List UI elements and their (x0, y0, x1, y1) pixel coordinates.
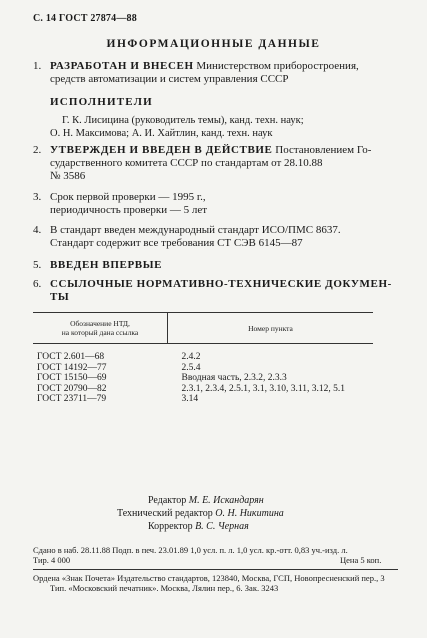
section-lead: УТВЕРЖДЕН И ВВЕДЕН В ДЕЙСТВИЕ (50, 144, 273, 156)
references-table (33, 312, 373, 405)
section-3 (0, 191, 427, 219)
section-lead: ССЫЛОЧНЫЕ НОРМАТИВНО-ТЕХНИЧЕСКИЕ ДОКУМЕН- (50, 278, 392, 290)
section-line: В стандарт введен международный стандарт ИСО/ПМС 8637. (50, 224, 341, 236)
section-line: Стандарт содержит все требования СТ СЭВ 6145—87 (50, 237, 303, 249)
section-lead: ТЫ (50, 291, 70, 303)
col-header-document (33, 313, 168, 344)
section-text (50, 60, 395, 86)
section-text (50, 191, 395, 217)
col-header-items: Номер пункта (168, 313, 374, 344)
section-line: № 3586 (50, 170, 86, 182)
table-header-row (33, 313, 373, 344)
section-text (50, 278, 395, 304)
editor-line (148, 494, 264, 507)
tech-editor-name: О. Н. Никитина (215, 508, 284, 519)
section-4 (0, 224, 427, 252)
section-number: 5. (33, 259, 42, 271)
section-1 (0, 60, 427, 90)
section-2 (0, 144, 427, 186)
section-line: Срок первой проверки — 1995 г., (50, 191, 206, 203)
corrector-line (148, 520, 249, 533)
table-row (33, 384, 373, 395)
table-cell-items: Вводная часть, 2.3.2, 2.3.3 (181, 373, 287, 383)
section-6 (0, 278, 427, 306)
corrector-name: В. С. Черная (195, 521, 249, 532)
col-header-line: Обозначение НТД, (70, 319, 130, 328)
corrector-role: Корректор (148, 521, 193, 532)
table-cell-items: 2.4.2 (181, 352, 201, 362)
editor-role: Редактор (148, 495, 187, 506)
table-cell-doc: ГОСТ 15150—69 (37, 373, 107, 383)
col-header-line: на который дана ссылка (61, 328, 139, 337)
section-text (50, 144, 395, 183)
section-line: средств автоматизации и систем управления СССР (50, 73, 289, 85)
section-number: 1. (33, 60, 42, 72)
executors-line: О. Н. Максимова; А. И. Хайтлин, канд. техн. наук (50, 128, 273, 139)
table-cell-doc: ГОСТ 14192—77 (37, 362, 107, 373)
table-row (33, 394, 373, 405)
imprint-line: Сдано в наб. 28.11.88 Подп. в печ. 23.01.89 1,0 усл. п. л. 1,0 усл. кр.-отт. 0,83 уч.-изд. л. (33, 545, 348, 555)
section-lead: ВВЕДЕН ВПЕРВЫЕ (50, 259, 163, 271)
imprint-publisher: Ордена «Знак Почета» Издательство стандартов, 123840, Москва, ГСП, Новопресненский пер., 3 (33, 573, 385, 583)
section-lead: РАЗРАБОТАН И ВНЕСЕН (50, 60, 194, 72)
table-cell-items: 2.3.1, 2.3.4, 2.5.1, 3.1, 3.10, 3.11, 3.12, 5.1 (181, 383, 346, 394)
section-number: 4. (33, 224, 42, 236)
page-header: С. 14 ГОСТ 27874—88 (33, 13, 137, 24)
section-number: 3. (33, 191, 42, 203)
section-text (50, 259, 395, 272)
tech-editor-role: Технический редактор (117, 508, 213, 519)
table-row (33, 363, 373, 374)
table-cell-doc: ГОСТ 23711—79 (37, 394, 107, 404)
imprint-printer: Тип. «Московский печатник». Москва, Лялин пер., 6. Зак. 3243 (50, 583, 279, 593)
imprint-price: Цена 5 коп. (340, 555, 382, 565)
section-line: сударственного комитета СССР по стандартам от 28.10.88 (50, 157, 323, 169)
editor-name: М. Е. Искандарян (188, 495, 264, 506)
executors-title: ИСПОЛНИТЕЛИ (50, 96, 153, 108)
section-number: 6. (33, 278, 42, 290)
page-title: ИНФОРМАЦИОННЫЕ ДАННЫЕ (106, 38, 321, 50)
imprint-print-run: Тир. 4 000 (33, 555, 71, 565)
table-cell-items: 2.5.4 (181, 362, 201, 373)
section-line: Министерством приборостроения, (196, 60, 359, 72)
table-cell-doc: ГОСТ 2.601—68 (37, 352, 105, 362)
table-row (33, 344, 373, 363)
table-cell-items: 3.14 (181, 394, 199, 404)
table-cell-doc: ГОСТ 20790—82 (37, 383, 107, 394)
section-number: 2. (33, 144, 42, 156)
tech-editor-line (117, 507, 284, 520)
section-text (50, 224, 395, 250)
table-row (33, 373, 373, 384)
section-5 (0, 259, 427, 273)
executors-line: Г. К. Лисицина (руководитель темы), канд. техн. наук; (62, 115, 304, 126)
section-line: периодичность проверки — 5 лет (50, 204, 208, 216)
imprint-divider (33, 569, 398, 570)
section-line: Постановлением Го- (275, 144, 372, 156)
